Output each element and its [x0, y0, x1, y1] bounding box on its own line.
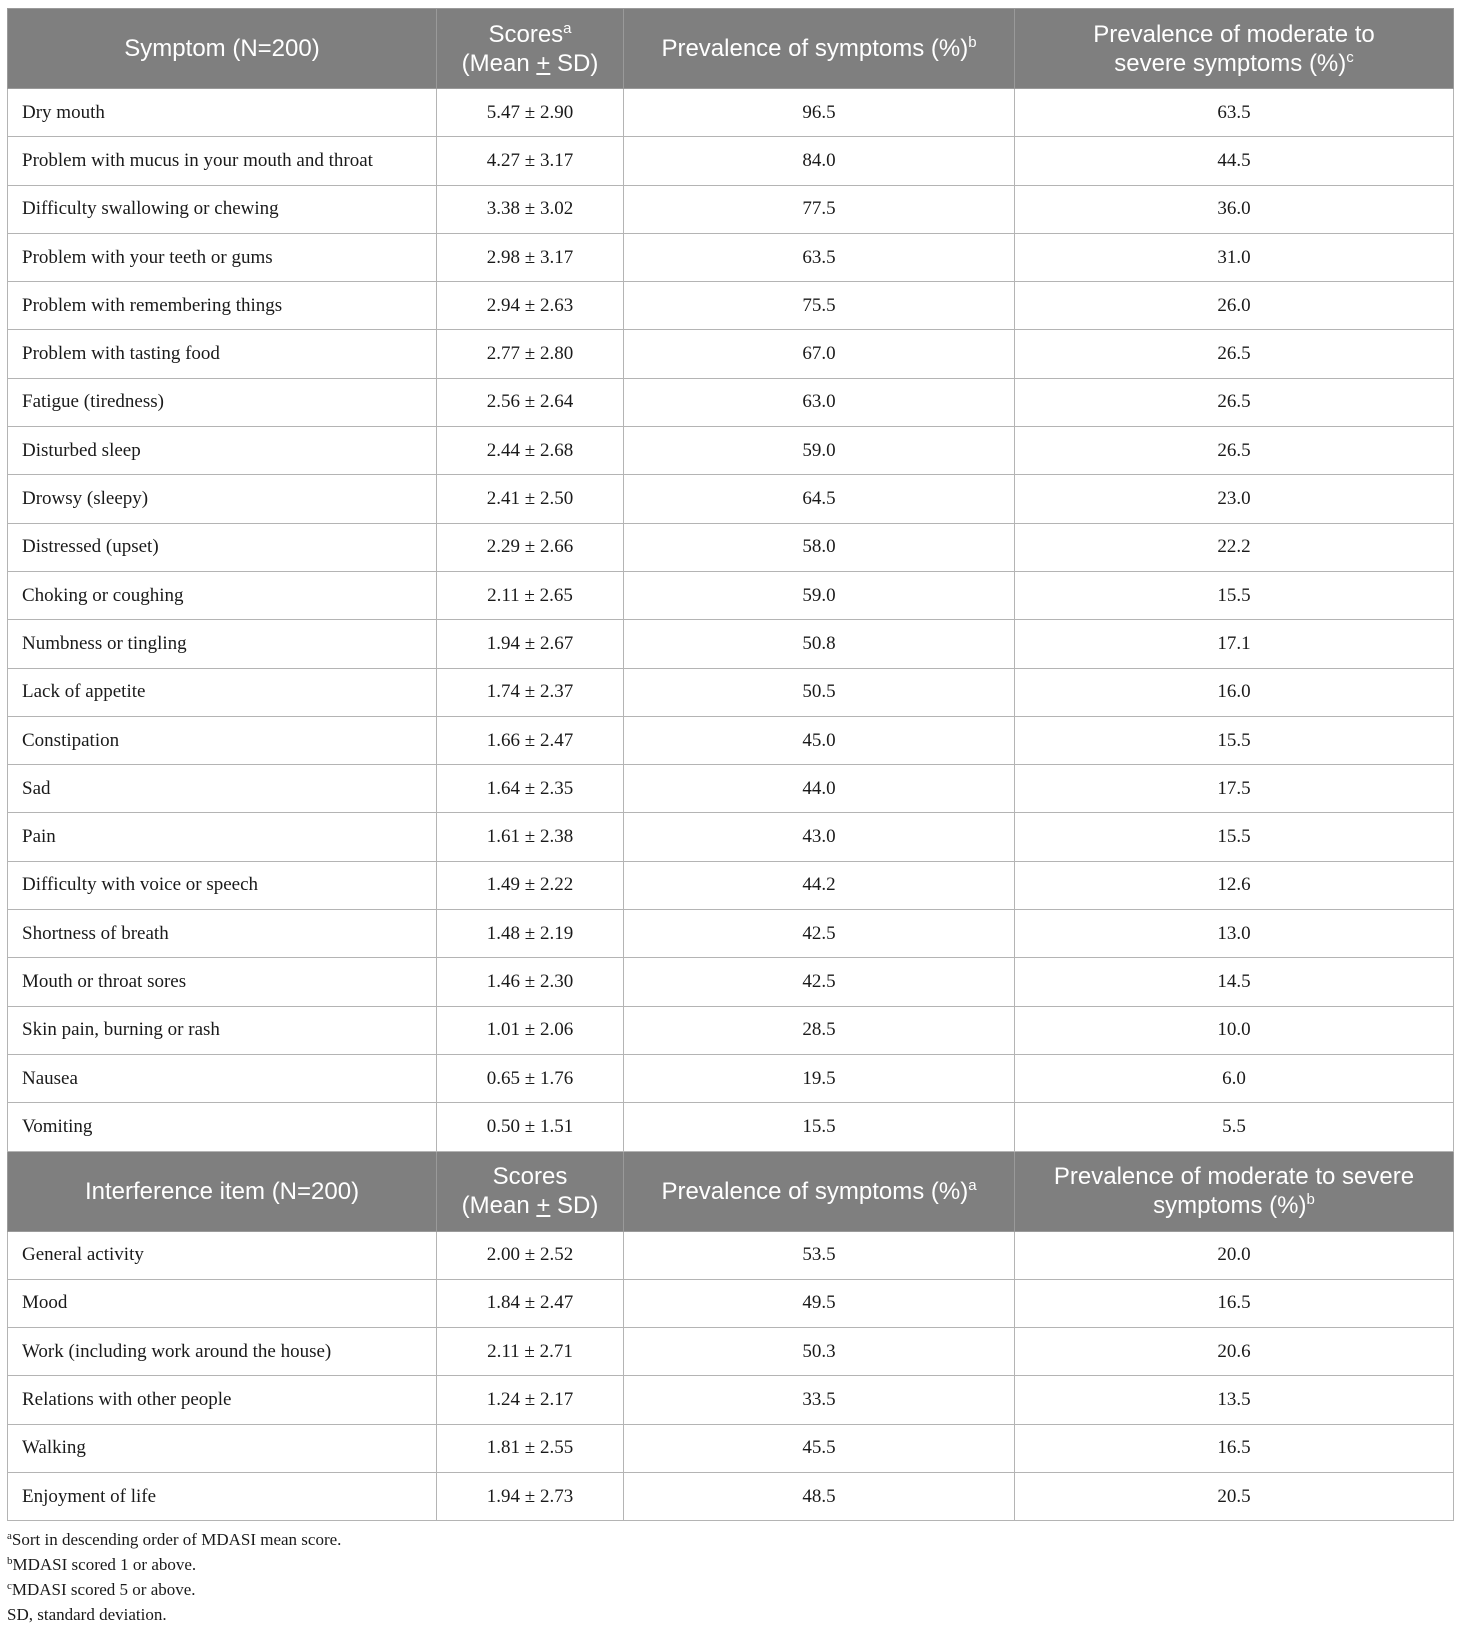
row-score: 1.24 ± 2.17: [437, 1376, 624, 1424]
header-interference-prevalence: Prevalence of symptoms (%)$^a$: [624, 1151, 1015, 1231]
header-interference-item: Interference item (N=200): [8, 1151, 437, 1231]
header-interference-prevalence-sup: a: [968, 1176, 977, 1194]
footnote: [7, 1602, 341, 1627]
footnote-text: MDASI scored 1 or above.: [12, 1555, 197, 1574]
row-label: Enjoyment of life: [8, 1473, 437, 1521]
table-row: [8, 427, 1454, 475]
row-score: 1.46 ± 2.30: [437, 958, 624, 1006]
header-interference-moderate-severe-sup: b: [1306, 1191, 1315, 1209]
table-row: [8, 282, 1454, 330]
row-prevalence: 67.0: [624, 330, 1015, 378]
row-score: 1.61 ± 2.38: [437, 813, 624, 861]
table-row: [8, 1473, 1454, 1521]
interference-header-row: [8, 1151, 1454, 1231]
footnote-marker: a: [7, 1530, 12, 1542]
footnote-text: MDASI scored 5 or above.: [11, 1580, 196, 1599]
row-score: 2.11 ± 2.65: [437, 571, 624, 619]
table-row: [8, 571, 1454, 619]
row-moderate-severe: 16.5: [1015, 1279, 1454, 1327]
row-prevalence: 84.0: [624, 137, 1015, 185]
row-prevalence: 50.8: [624, 620, 1015, 668]
footnote-marker: c: [7, 1580, 12, 1592]
row-label: Mouth or throat sores: [8, 958, 437, 1006]
row-score: 1.01 ± 2.06: [437, 1006, 624, 1054]
row-label: Problem with tasting food: [8, 330, 437, 378]
row-prevalence: 44.2: [624, 861, 1015, 909]
table-row: [8, 233, 1454, 281]
row-moderate-severe: 15.5: [1015, 813, 1454, 861]
row-label: Pain: [8, 813, 437, 861]
row-moderate-severe: 14.5: [1015, 958, 1454, 1006]
row-score: 5.47 ± 2.90: [437, 89, 624, 137]
table-row: [8, 330, 1454, 378]
row-label: Numbness or tingling: [8, 620, 437, 668]
table-row: [8, 89, 1454, 137]
row-prevalence: 44.0: [624, 765, 1015, 813]
row-moderate-severe: 12.6: [1015, 861, 1454, 909]
table-row: [8, 1006, 1454, 1054]
header-interference-moderate-severe: Prevalence of moderate to severe symptoms (%)$^b$: [1015, 1151, 1454, 1231]
table-row: [8, 475, 1454, 523]
row-score: 2.44 ± 2.68: [437, 427, 624, 475]
header-symptom: Symptom (N=200): [8, 9, 437, 89]
row-label: Distressed (upset): [8, 523, 437, 571]
row-prevalence: 77.5: [624, 185, 1015, 233]
table-row: [8, 668, 1454, 716]
row-score: 2.11 ± 2.71: [437, 1328, 624, 1376]
table-footnotes: [7, 1527, 341, 1627]
row-prevalence: 15.5: [624, 1103, 1015, 1151]
row-moderate-severe: 36.0: [1015, 185, 1454, 233]
row-prevalence: 42.5: [624, 910, 1015, 958]
row-prevalence: 96.5: [624, 89, 1015, 137]
table-row: [8, 765, 1454, 813]
row-moderate-severe: 26.5: [1015, 378, 1454, 426]
header-prevalence: Prevalence of symptoms (%)$^b$: [624, 9, 1015, 89]
row-moderate-severe: 13.5: [1015, 1376, 1454, 1424]
row-score: 0.65 ± 1.76: [437, 1054, 624, 1102]
footnote-marker: b: [7, 1555, 13, 1567]
header-moderate-severe: Prevalence of moderate to severe symptoms (%)$^c$: [1015, 9, 1454, 89]
row-score: 2.94 ± 2.63: [437, 282, 624, 330]
row-moderate-severe: 15.5: [1015, 571, 1454, 619]
row-score: 1.48 ± 2.19: [437, 910, 624, 958]
table-row: [8, 861, 1454, 909]
header-scores: Scores$^a$ (Mean + SD): [437, 9, 624, 89]
row-score: 2.98 ± 3.17: [437, 233, 624, 281]
row-label: Skin pain, burning or rash: [8, 1006, 437, 1054]
row-moderate-severe: 6.0: [1015, 1054, 1454, 1102]
row-label: Mood: [8, 1279, 437, 1327]
table-row: [8, 620, 1454, 668]
row-score: 1.81 ± 2.55: [437, 1424, 624, 1472]
row-score: 1.94 ± 2.67: [437, 620, 624, 668]
row-label: General activity: [8, 1231, 437, 1279]
row-score: 0.50 ± 1.51: [437, 1103, 624, 1151]
footnote-text: SD, standard deviation.: [7, 1605, 167, 1624]
symptom-rows: [8, 89, 1454, 1152]
footnote: [7, 1577, 341, 1602]
header-interference-scores: Scores (Mean + SD): [437, 1151, 624, 1231]
row-prevalence: 59.0: [624, 427, 1015, 475]
row-moderate-severe: 16.5: [1015, 1424, 1454, 1472]
row-moderate-severe: 17.5: [1015, 765, 1454, 813]
row-prevalence: 28.5: [624, 1006, 1015, 1054]
row-label: Nausea: [8, 1054, 437, 1102]
row-prevalence: 43.0: [624, 813, 1015, 861]
footnote-text: Sort in descending order of MDASI mean score.: [11, 1530, 342, 1549]
row-moderate-severe: 22.2: [1015, 523, 1454, 571]
row-score: 2.41 ± 2.50: [437, 475, 624, 523]
row-label: Sad: [8, 765, 437, 813]
row-moderate-severe: 44.5: [1015, 137, 1454, 185]
row-label: Fatigue (tiredness): [8, 378, 437, 426]
row-moderate-severe: 13.0: [1015, 910, 1454, 958]
table-row: [8, 1103, 1454, 1151]
row-score: 2.56 ± 2.64: [437, 378, 624, 426]
table-row: [8, 137, 1454, 185]
header-moderate-severe-sup: c: [1346, 48, 1354, 66]
results-table-container: [7, 8, 1453, 1521]
header-scores-sup: a: [563, 19, 572, 37]
row-label: Problem with mucus in your mouth and throat: [8, 137, 437, 185]
row-score: 1.94 ± 2.73: [437, 1473, 624, 1521]
table-row: [8, 813, 1454, 861]
table-row: [8, 1231, 1454, 1279]
row-prevalence: 50.3: [624, 1328, 1015, 1376]
row-score: 3.38 ± 3.02: [437, 185, 624, 233]
row-prevalence: 33.5: [624, 1376, 1015, 1424]
table-row: [8, 958, 1454, 1006]
symptom-header-row: [8, 9, 1454, 89]
row-label: Lack of appetite: [8, 668, 437, 716]
row-label: Work (including work around the house): [8, 1328, 437, 1376]
row-score: 2.29 ± 2.66: [437, 523, 624, 571]
row-label: Difficulty swallowing or chewing: [8, 185, 437, 233]
row-score: 1.49 ± 2.22: [437, 861, 624, 909]
row-label: Shortness of breath: [8, 910, 437, 958]
row-prevalence: 45.5: [624, 1424, 1015, 1472]
row-moderate-severe: 16.0: [1015, 668, 1454, 716]
row-label: Relations with other people: [8, 1376, 437, 1424]
row-moderate-severe: 31.0: [1015, 233, 1454, 281]
row-prevalence: 64.5: [624, 475, 1015, 523]
row-score: 1.64 ± 2.35: [437, 765, 624, 813]
row-score: 2.00 ± 2.52: [437, 1231, 624, 1279]
row-moderate-severe: 5.5: [1015, 1103, 1454, 1151]
footnote: [7, 1527, 341, 1552]
row-prevalence: 63.0: [624, 378, 1015, 426]
row-moderate-severe: 26.5: [1015, 330, 1454, 378]
row-moderate-severe: 26.0: [1015, 282, 1454, 330]
row-prevalence: 49.5: [624, 1279, 1015, 1327]
row-label: Vomiting: [8, 1103, 437, 1151]
row-score: 2.77 ± 2.80: [437, 330, 624, 378]
row-moderate-severe: 17.1: [1015, 620, 1454, 668]
row-label: Walking: [8, 1424, 437, 1472]
row-label: Choking or coughing: [8, 571, 437, 619]
row-label: Dry mouth: [8, 89, 437, 137]
row-prevalence: 75.5: [624, 282, 1015, 330]
row-prevalence: 50.5: [624, 668, 1015, 716]
row-moderate-severe: 63.5: [1015, 89, 1454, 137]
row-moderate-severe: 23.0: [1015, 475, 1454, 523]
table-row: [8, 1424, 1454, 1472]
row-prevalence: 59.0: [624, 571, 1015, 619]
footnote: [7, 1552, 341, 1577]
row-moderate-severe: 10.0: [1015, 1006, 1454, 1054]
row-prevalence: 58.0: [624, 523, 1015, 571]
table-row: [8, 910, 1454, 958]
row-score: 4.27 ± 3.17: [437, 137, 624, 185]
row-prevalence: 42.5: [624, 958, 1015, 1006]
row-prevalence: 53.5: [624, 1231, 1015, 1279]
header-prevalence-sup: b: [968, 34, 977, 51]
table-row: [8, 185, 1454, 233]
row-score: 1.66 ± 2.47: [437, 716, 624, 764]
row-moderate-severe: 26.5: [1015, 427, 1454, 475]
table-row: [8, 523, 1454, 571]
row-moderate-severe: 20.5: [1015, 1473, 1454, 1521]
table-row: [8, 1054, 1454, 1102]
table-row: [8, 716, 1454, 764]
row-moderate-severe: 20.0: [1015, 1231, 1454, 1279]
row-label: Problem with your teeth or gums: [8, 233, 437, 281]
table-row: [8, 1279, 1454, 1327]
table-row: [8, 378, 1454, 426]
interference-rows: [8, 1231, 1454, 1521]
row-prevalence: 63.5: [624, 233, 1015, 281]
row-moderate-severe: 15.5: [1015, 716, 1454, 764]
row-score: 1.74 ± 2.37: [437, 668, 624, 716]
row-prevalence: 48.5: [624, 1473, 1015, 1521]
table-row: [8, 1328, 1454, 1376]
row-label: Drowsy (sleepy): [8, 475, 437, 523]
row-label: Constipation: [8, 716, 437, 764]
table-row: [8, 1376, 1454, 1424]
row-score: 1.84 ± 2.47: [437, 1279, 624, 1327]
row-prevalence: 45.0: [624, 716, 1015, 764]
symptom-table: [7, 8, 1454, 1521]
row-label: Difficulty with voice or speech: [8, 861, 437, 909]
row-prevalence: 19.5: [624, 1054, 1015, 1102]
row-label: Disturbed sleep: [8, 427, 437, 475]
row-moderate-severe: 20.6: [1015, 1328, 1454, 1376]
row-label: Problem with remembering things: [8, 282, 437, 330]
